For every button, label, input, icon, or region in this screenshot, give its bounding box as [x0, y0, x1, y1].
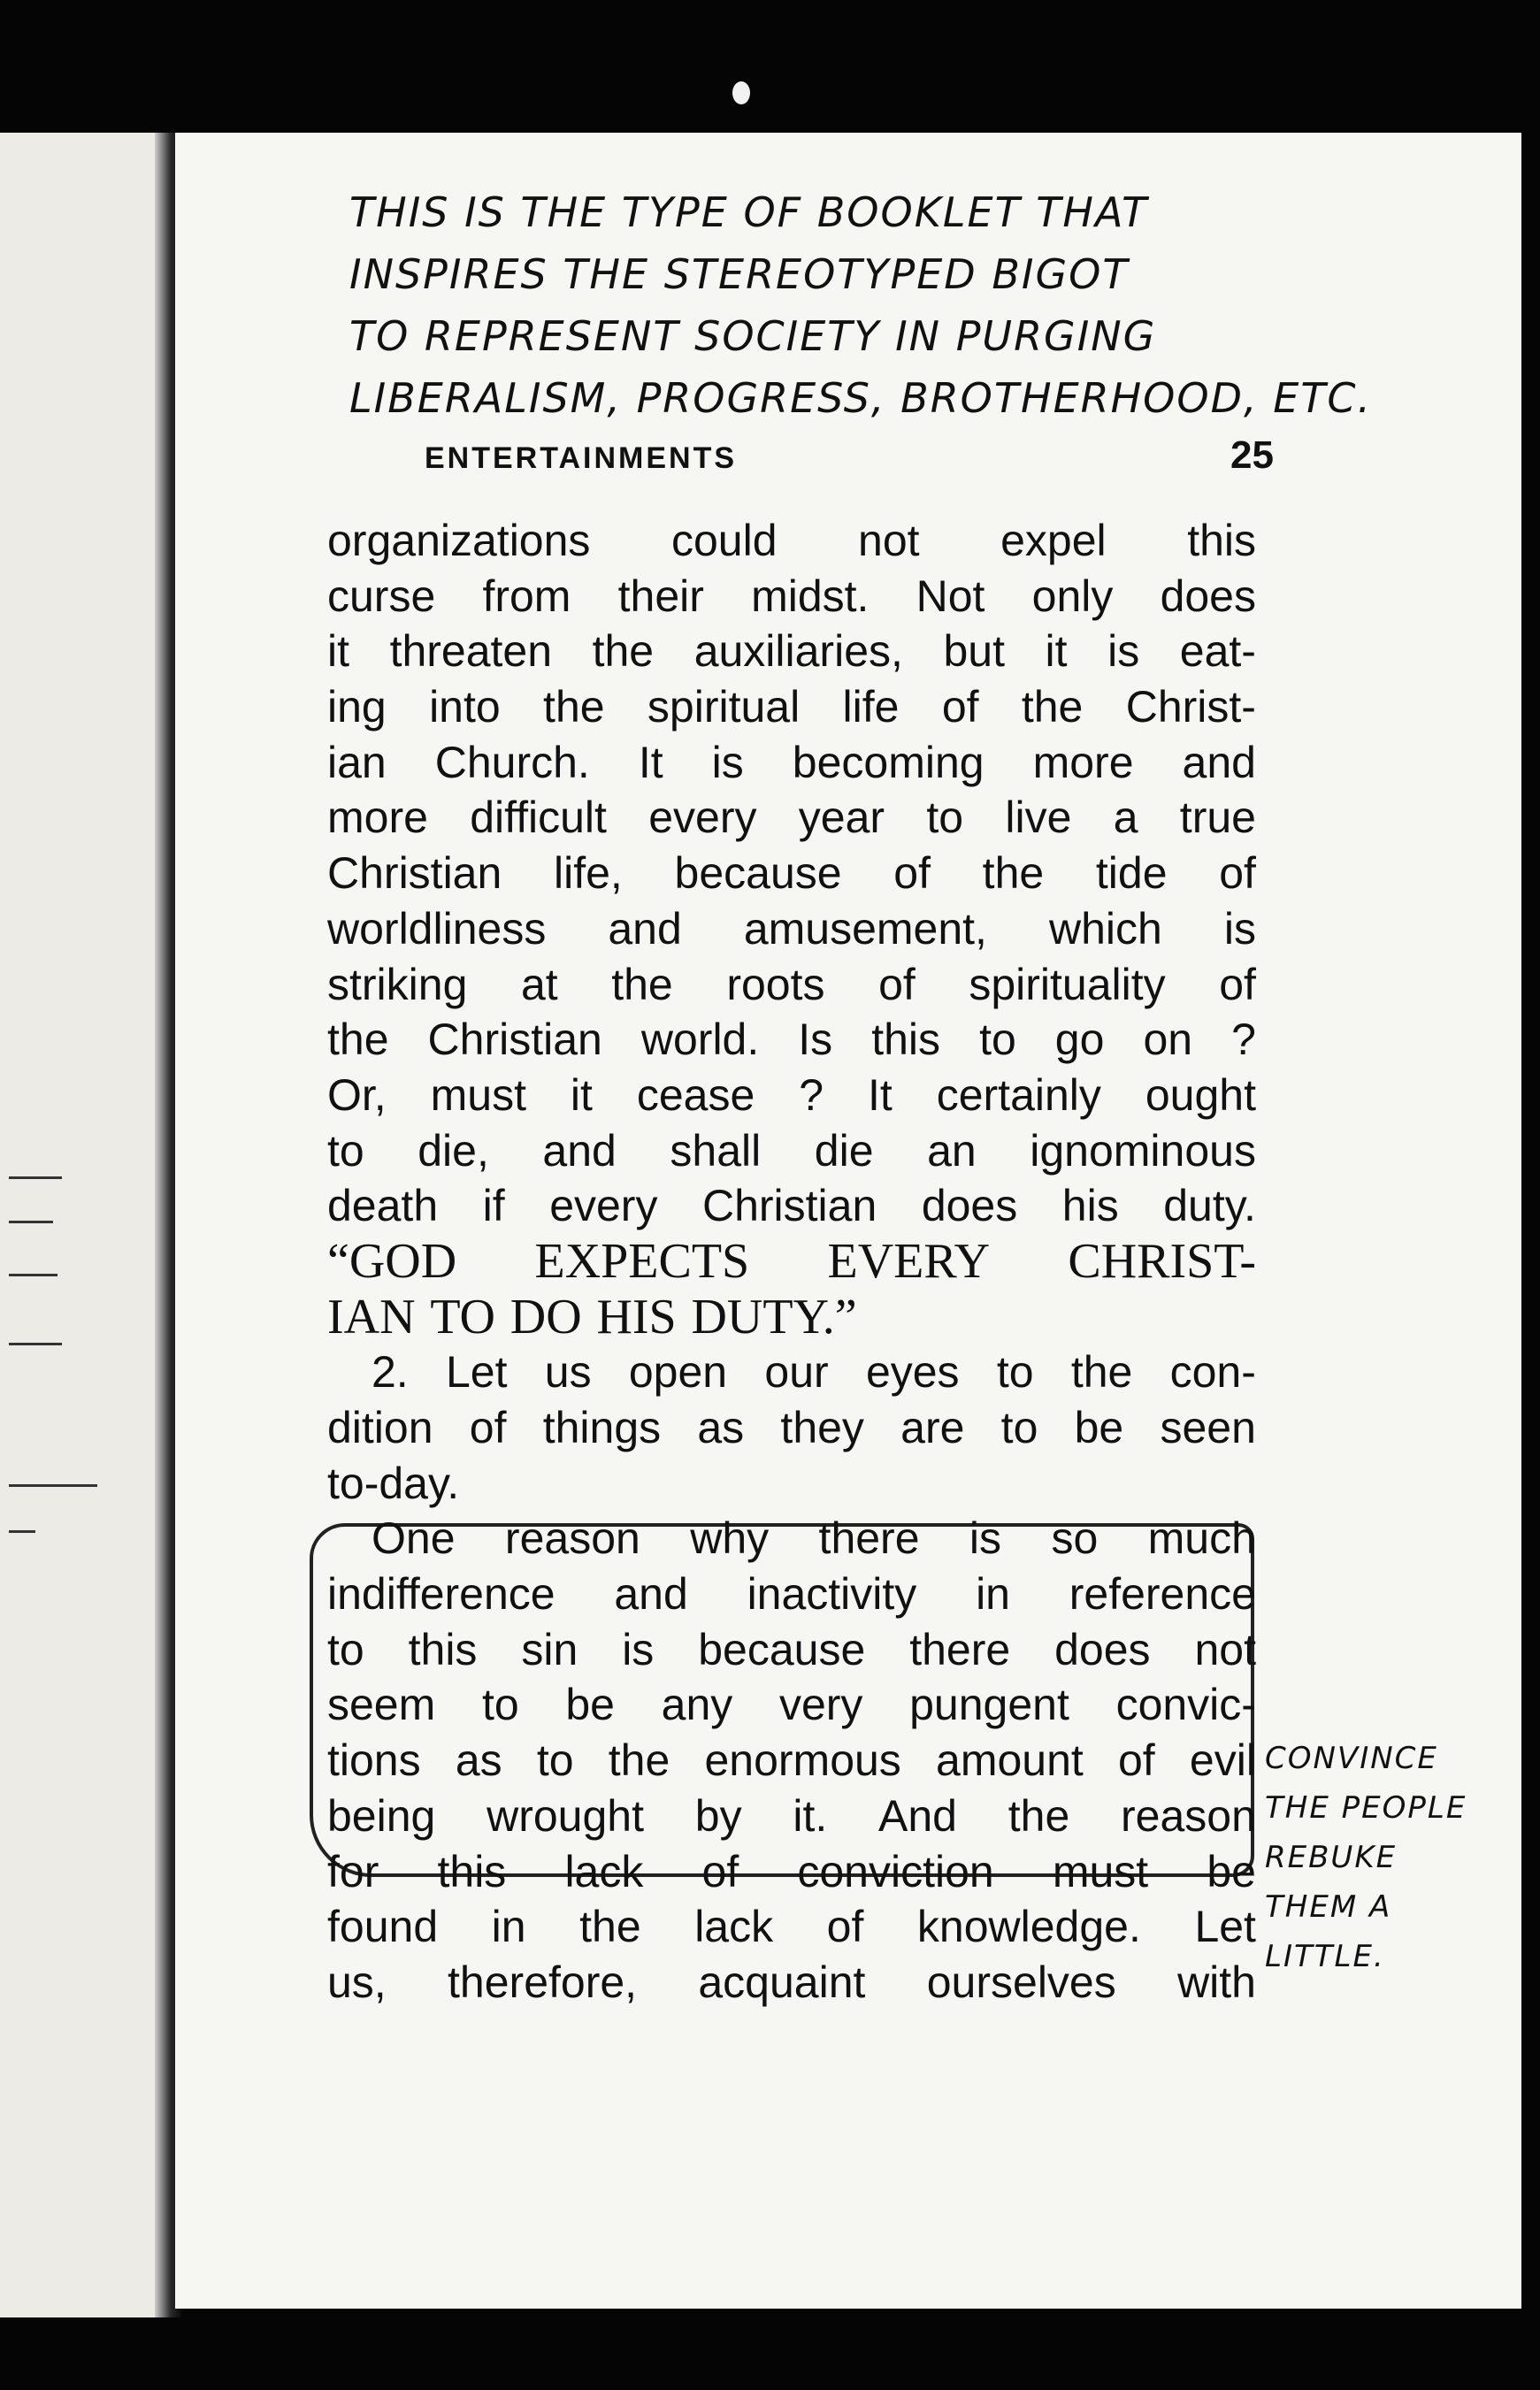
word: our	[764, 1347, 829, 1398]
word: is	[969, 1513, 1002, 1564]
word: to	[926, 793, 964, 843]
word: to	[327, 1624, 364, 1674]
word: shall	[670, 1125, 762, 1176]
word: HIS	[596, 1289, 677, 1344]
handwritten-annotation-top	[349, 181, 1490, 429]
word: be	[1074, 1403, 1124, 1452]
word: in	[976, 1569, 1010, 1620]
text-line	[327, 1789, 1256, 1844]
word: Christ-	[1125, 682, 1256, 732]
text-line	[327, 1344, 1256, 1400]
facing-page-edge	[0, 133, 177, 2317]
word: Christian	[427, 1015, 602, 1065]
word: to	[536, 1735, 574, 1786]
text-line	[327, 1178, 1256, 1234]
word: cease	[636, 1069, 755, 1120]
text-line	[327, 1677, 1256, 1733]
word: And	[878, 1790, 957, 1841]
word: It	[638, 737, 663, 787]
word: tions	[327, 1735, 421, 1786]
word: not	[858, 516, 920, 565]
margin-tick	[9, 1343, 62, 1345]
word: the	[1021, 682, 1084, 732]
word: midst.	[751, 571, 870, 621]
word: becoming	[792, 737, 985, 787]
text-line	[327, 1400, 1256, 1456]
text-line	[327, 679, 1256, 735]
word: much	[1147, 1513, 1256, 1564]
word: auxiliaries,	[693, 626, 903, 677]
word: this	[1187, 516, 1256, 565]
word: of	[1219, 959, 1256, 1009]
handwritten-annotation-margin	[1265, 1734, 1530, 1981]
annotation-line: REBUKE	[1265, 1840, 1398, 1875]
word: ourselves	[926, 1957, 1116, 2007]
word: CHRIST-	[1068, 1233, 1256, 1289]
word: it.	[793, 1790, 828, 1841]
word: which	[1048, 903, 1162, 954]
word: of	[1118, 1735, 1155, 1786]
annotation-line: INSPIRES THE STEREOTYPED BIGOT	[349, 250, 1130, 298]
word: of	[1219, 848, 1256, 899]
body-text	[327, 513, 1256, 2011]
word: with	[1177, 1957, 1256, 2007]
annotation-line: THIS IS THE TYPE OF BOOKLET THAT	[349, 188, 1149, 236]
word: evil	[1189, 1735, 1256, 1786]
word: why	[690, 1513, 770, 1564]
word: Christian	[701, 1181, 877, 1231]
text-line	[327, 1511, 1256, 1567]
word: eyes	[865, 1347, 960, 1398]
word: found	[327, 1902, 439, 1952]
word: the	[579, 1902, 641, 1952]
word: because	[674, 848, 842, 899]
word: amount	[936, 1735, 1084, 1786]
text-line	[327, 1456, 1256, 1512]
word: the	[608, 1735, 670, 1786]
word: ?	[799, 1069, 824, 1120]
word: of	[941, 682, 979, 732]
word: us,	[327, 1957, 387, 2007]
word: ignominous	[1030, 1125, 1256, 1176]
word: and	[608, 903, 682, 954]
annotation-line: THE PEOPLE	[1265, 1790, 1467, 1826]
word: the	[543, 682, 605, 732]
word: be	[565, 1680, 615, 1730]
text-line	[327, 1567, 1256, 1622]
word: any	[661, 1680, 733, 1730]
word: as	[697, 1403, 745, 1452]
word: threaten	[389, 626, 553, 677]
word: live	[1005, 793, 1072, 843]
text-line	[327, 901, 1256, 957]
word: Christian	[327, 848, 502, 899]
word: from	[482, 571, 571, 621]
text-line	[327, 569, 1256, 624]
word: lack	[564, 1846, 644, 1896]
text-line	[327, 1899, 1256, 1955]
word: by	[694, 1790, 742, 1841]
word: as	[455, 1735, 502, 1786]
word: of	[878, 959, 916, 1009]
word: every	[549, 1181, 658, 1231]
word: but	[943, 626, 1005, 677]
word: the	[611, 959, 673, 1009]
word: the	[592, 626, 655, 677]
word: are	[900, 1403, 965, 1452]
word: more	[327, 793, 428, 843]
text-line	[327, 513, 1256, 569]
text-line	[327, 1955, 1256, 2011]
word: to	[327, 1125, 364, 1176]
word: to-day.	[327, 1458, 460, 1508]
text-line	[327, 957, 1256, 1013]
word: does	[1160, 571, 1256, 621]
word: IAN	[327, 1289, 416, 1344]
word: this	[871, 1015, 941, 1065]
annotation-line: LITTLE.	[1265, 1939, 1385, 1974]
margin-tick	[9, 1530, 35, 1533]
annotation-line: TO REPRESENT SOCIETY IN PURGING	[349, 312, 1157, 360]
word: there	[909, 1624, 1011, 1674]
word: difficult	[470, 793, 607, 843]
word: enormous	[704, 1735, 901, 1786]
word: expel	[1000, 516, 1107, 565]
word: of	[893, 848, 931, 899]
text-line	[327, 846, 1256, 901]
margin-tick	[9, 1221, 53, 1223]
word: indifference	[327, 1569, 555, 1620]
word: must	[1052, 1846, 1149, 1896]
word: to	[979, 1015, 1016, 1065]
word: does	[921, 1181, 1018, 1231]
word: con-	[1169, 1347, 1256, 1398]
word: more	[1032, 737, 1134, 787]
word: his	[1061, 1181, 1119, 1231]
word: One	[372, 1513, 456, 1564]
word: it	[1045, 626, 1068, 677]
word: to	[481, 1680, 519, 1730]
word: striking	[327, 959, 468, 1009]
word: is	[711, 737, 744, 787]
word: is	[1223, 903, 1256, 954]
word: the	[1008, 1790, 1070, 1841]
word: acquaint	[698, 1957, 866, 2007]
word: the	[982, 848, 1045, 899]
word: the	[1070, 1347, 1133, 1398]
word: go	[1054, 1015, 1105, 1065]
margin-tick	[9, 1484, 97, 1487]
word: EVERY	[827, 1233, 991, 1289]
word: tide	[1095, 848, 1168, 899]
word: world.	[640, 1015, 760, 1065]
word: only	[1031, 571, 1114, 621]
word: and	[542, 1125, 617, 1176]
word: this	[408, 1624, 478, 1674]
word: of	[469, 1403, 507, 1452]
word: amusement,	[743, 903, 987, 954]
word: if	[482, 1181, 505, 1231]
page-number: 25	[1230, 433, 1274, 477]
scan-mark	[732, 81, 750, 104]
word: death	[327, 1181, 439, 1231]
word: of	[701, 1846, 739, 1896]
word: ian	[327, 737, 387, 787]
word: ?	[1231, 1015, 1256, 1065]
running-head-title: ENTERTAINMENTS	[425, 441, 738, 475]
word: Let	[445, 1347, 508, 1398]
word: eat-	[1179, 626, 1256, 677]
word: seem	[327, 1680, 436, 1730]
word: life,	[554, 848, 623, 899]
word: it	[570, 1069, 593, 1120]
text-line	[327, 1012, 1256, 1068]
word: is	[1107, 626, 1140, 677]
word: DUTY.”	[691, 1289, 857, 1344]
word: on	[1143, 1015, 1193, 1065]
word: organizations	[327, 516, 591, 565]
word: a	[1113, 793, 1138, 843]
word: duty.	[1163, 1181, 1256, 1231]
word: because	[698, 1624, 866, 1674]
text-line	[327, 1234, 1256, 1290]
word: does	[1054, 1624, 1151, 1674]
word: certainly	[936, 1069, 1101, 1120]
word: spirituality	[969, 959, 1166, 1009]
word: Or,	[327, 1069, 387, 1120]
word: wrought	[487, 1790, 644, 1841]
word: therefore,	[448, 1957, 638, 2007]
word: knowledge.	[916, 1902, 1141, 1952]
word: into	[429, 682, 501, 732]
word: the	[327, 1015, 389, 1065]
word: Church.	[434, 737, 590, 787]
word: and	[614, 1569, 688, 1620]
word: ing	[327, 682, 387, 732]
word: to	[996, 1347, 1034, 1398]
word: not	[1194, 1624, 1256, 1674]
text-line	[327, 1068, 1256, 1123]
word: open	[628, 1347, 728, 1398]
word: pungent	[909, 1680, 1069, 1730]
word: this	[437, 1846, 507, 1896]
word: of	[826, 1902, 864, 1952]
text-line	[327, 1123, 1256, 1179]
text-line	[327, 735, 1256, 791]
word: reason	[1121, 1790, 1256, 1841]
word: dition	[327, 1403, 433, 1452]
word: roots	[726, 959, 825, 1009]
word: ought	[1145, 1069, 1256, 1120]
word: life	[842, 682, 900, 732]
text-line	[327, 1290, 1256, 1345]
word: they	[780, 1403, 864, 1452]
word: TO	[430, 1289, 495, 1344]
word: conviction	[797, 1846, 994, 1896]
word: their	[617, 571, 704, 621]
word: it	[327, 626, 349, 677]
word: inactivity	[747, 1569, 917, 1620]
word: convic-	[1115, 1680, 1256, 1730]
word: so	[1051, 1513, 1099, 1564]
text-line	[327, 1733, 1256, 1789]
word: EXPECTS	[534, 1233, 750, 1289]
word: It	[867, 1069, 893, 1120]
word: DO	[510, 1289, 582, 1344]
word: 2.	[372, 1347, 409, 1398]
word: reason	[504, 1513, 640, 1564]
text-line	[327, 1844, 1256, 1900]
word: and	[1182, 737, 1256, 787]
word: to	[1000, 1403, 1038, 1452]
word: sin	[521, 1624, 578, 1674]
word: true	[1179, 793, 1256, 843]
word: every	[648, 793, 757, 843]
word: us	[544, 1347, 592, 1398]
word: Is	[798, 1015, 833, 1065]
annotation-line: CONVINCE	[1265, 1741, 1438, 1776]
word: be	[1207, 1846, 1256, 1896]
word: in	[491, 1902, 526, 1952]
word: reference	[1069, 1569, 1256, 1620]
word: worldliness	[327, 903, 547, 954]
word: year	[798, 793, 885, 843]
margin-tick	[9, 1274, 57, 1276]
word: Not	[916, 571, 985, 621]
word: an	[927, 1125, 977, 1176]
text-line	[327, 790, 1256, 846]
word: for	[327, 1846, 379, 1896]
text-line	[327, 624, 1256, 679]
word: curse	[327, 571, 436, 621]
word: Let	[1194, 1902, 1256, 1952]
word: die	[814, 1125, 874, 1176]
word: is	[622, 1624, 655, 1674]
word: seen	[1160, 1403, 1256, 1452]
word: must	[430, 1069, 526, 1120]
annotation-line: LIBERALISM, PROGRESS, BROTHERHOOD, ETC.	[349, 374, 1373, 422]
word: die,	[418, 1125, 489, 1176]
word: being	[327, 1790, 436, 1841]
word: things	[542, 1403, 662, 1452]
word: “GOD	[327, 1233, 457, 1289]
margin-tick	[9, 1176, 62, 1179]
word: at	[520, 959, 558, 1009]
word: lack	[694, 1902, 774, 1952]
word: very	[778, 1680, 863, 1730]
word: could	[670, 516, 778, 565]
text-line	[327, 1622, 1256, 1678]
word: there	[818, 1513, 920, 1564]
word: spiritual	[647, 682, 801, 732]
running-head	[425, 433, 1274, 478]
annotation-line: THEM A	[1265, 1889, 1392, 1925]
